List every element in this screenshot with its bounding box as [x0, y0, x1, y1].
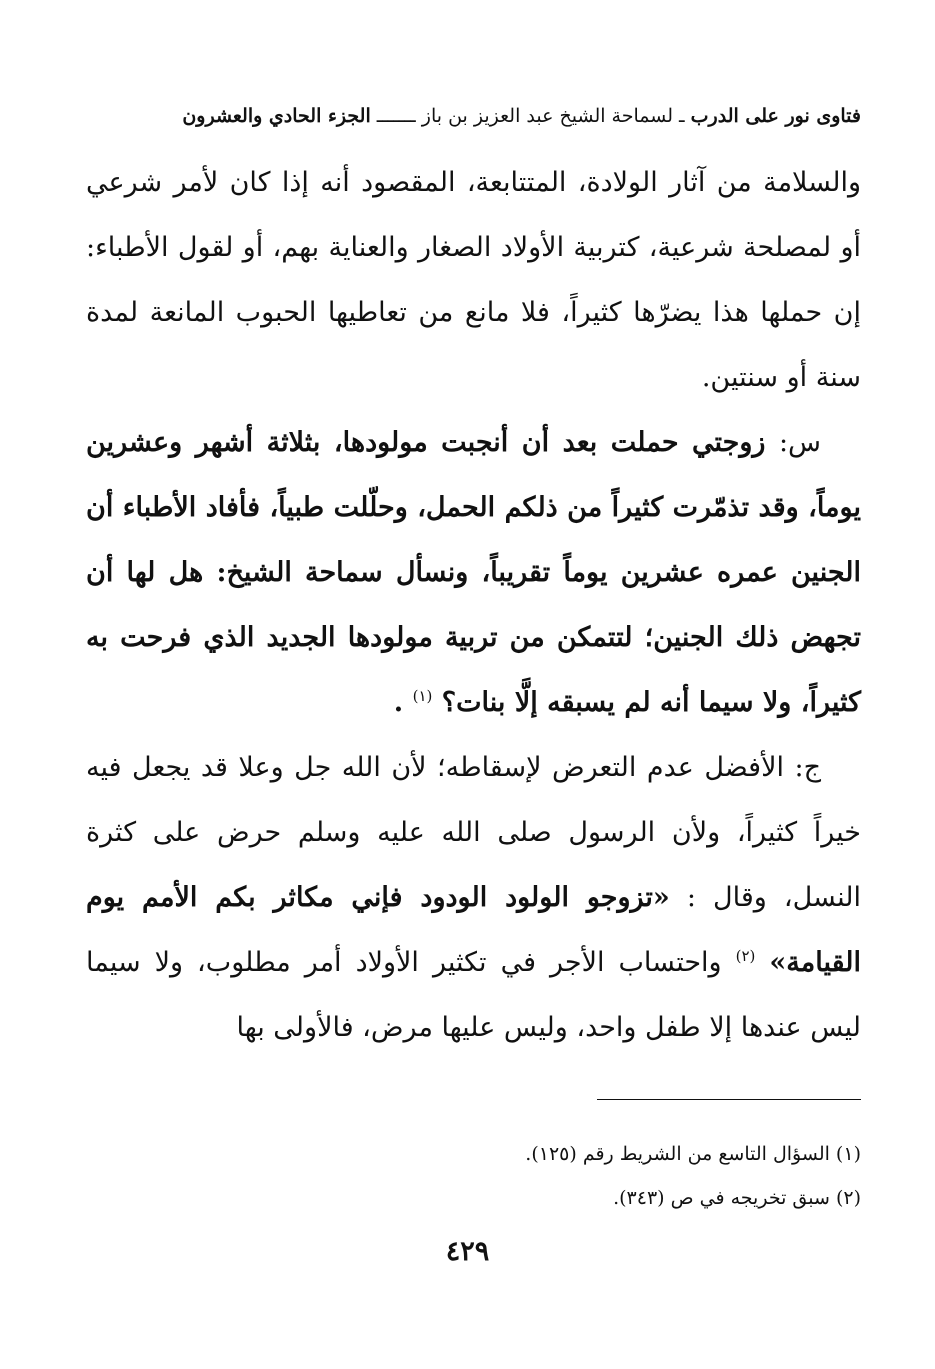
footnote-1: (١) السؤال التاسع من الشريط رقم (١٢٥).	[525, 1143, 861, 1165]
answer-continuation-paragraph: والسلامة من آثار الولادة، المتتابعة، المقصود أنه إذا كان لأمر شرعي أو لمصلحة شرعية، كتربية الأولاد الصغار والعناية بهم، أو لقول الأطباء: إن حملها هذا يضرّها كثيراً، فلا مانع من تعاطيها الحبوب المانعة لمدة سنة أو سنتين.	[86, 167, 861, 393]
answer-text-1: الأفضل عدم التعرض لإسقاطه؛ لأن الله جل وعلا قد يجعل فيه خيراً كثيراً، ولأن الرسول صلى الله عليه وسلم حرض على كثرة النسل، وقال :	[86, 752, 861, 913]
main-text	[86, 150, 861, 1060]
question-text: زوجتي حملت بعد أن أنجبت مولودها، بثلاثة أشهر وعشرين يوماً، وقد تذمّرت كثيراً من ذلكم الحمل، وحلّلت طبياً، فأفاد الأطباء أن الجنين عمره عشرين يوماً تقريباً، ونسأل سماحة الشيخ: هل لها أن تجهض ذلك الجنين؛ لتتمكن من تربية مولودها الجديد الذي فرحت به كثيراً، ولا سيما أنه لم يسبقه إلَّا بنات؟	[86, 427, 861, 718]
author-name: لسماحة الشيخ عبد العزيز بن باز	[421, 105, 673, 127]
question-prefix: س:	[778, 427, 822, 458]
page-number: ٤٢٩	[445, 1236, 490, 1267]
footnote-2: (٢) سبق تخريجه في ص (٣٤٣).	[613, 1187, 861, 1209]
volume-label: الجزء الحادي والعشرون	[182, 105, 371, 127]
footnote-separator	[597, 1099, 861, 1100]
footnote-ref-1[interactable]: (١)	[412, 687, 433, 705]
footnote-ref-2[interactable]: (٢)	[735, 947, 756, 965]
answer-prefix: ج:	[794, 752, 821, 783]
book-title: فتاوى نور على الدرب	[690, 105, 861, 127]
question-paragraph	[86, 410, 861, 735]
running-header: فتاوى نور على الدرب ـ لسماحة الشيخ عبد العزيز بن باز ـــــــ الجزء الحادي والعشرون	[182, 105, 861, 127]
footnotes	[86, 1132, 861, 1220]
answer-paragraph	[86, 735, 861, 1060]
question-end: .	[393, 687, 404, 718]
answer-text-2: واحتساب الأجر في تكثير الأولاد أمر مطلوب، ولا سيما ليس عندها إلا طفل واحد، وليس عليها مرض، فالأولى بها	[86, 947, 861, 1043]
hadith-quote: «تزوجو الولود الودود فإني مكاثر بكم الأمم يوم القيامة»	[86, 882, 861, 978]
